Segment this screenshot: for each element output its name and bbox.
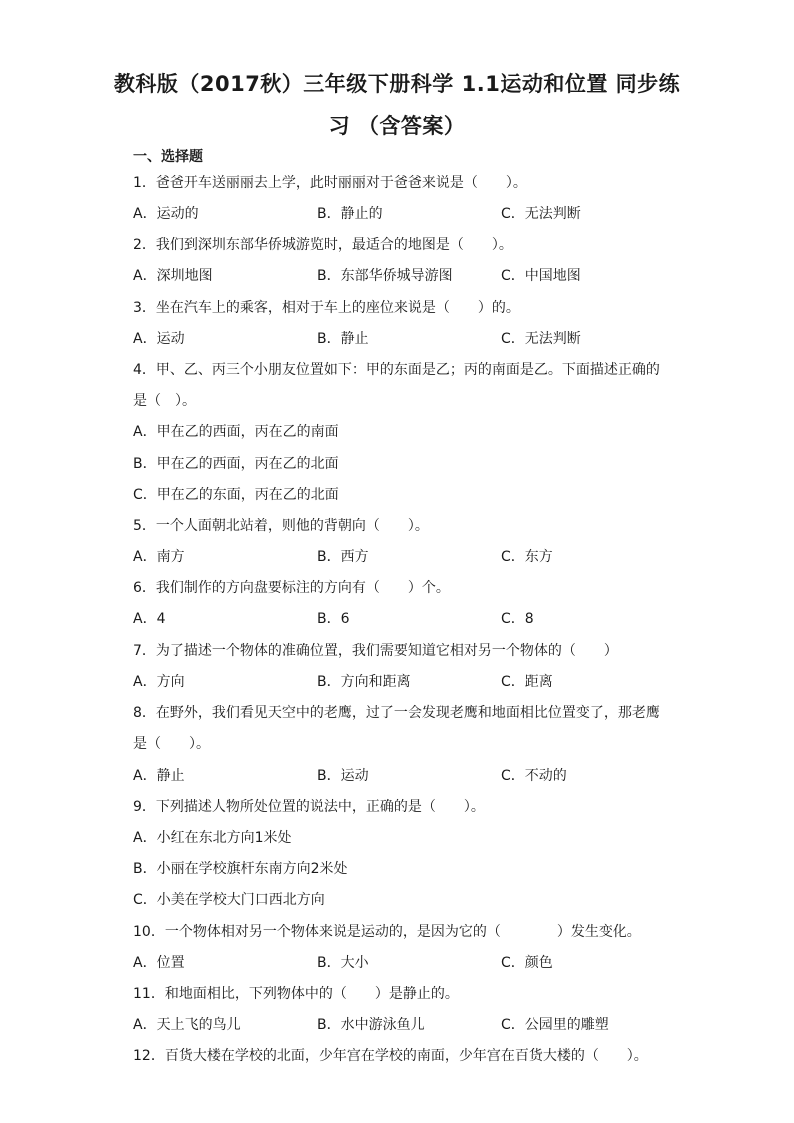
question-3-options	[133, 328, 693, 348]
question-9-stem: 9．下列描述人物所处位置的说法中，正确的是（ ）。	[133, 799, 485, 815]
question-4-option-c: C．甲在乙的东面，丙在乙的北面	[133, 487, 339, 503]
question-8-stem: 8．在野外，我们看见天空中的老鹰，过了一会发现老鹰和地面相比位置变了，那老鹰	[133, 705, 660, 721]
question-11-stem: 11．和地面相比，下列物体中的（ ）是静止的。	[133, 986, 459, 1002]
question-6-option-c: C．8	[501, 611, 534, 627]
question-10-option-a: A．位置	[133, 955, 185, 971]
question-3-stem: 3．坐在汽车上的乘客，相对于车上的座位来说是（ ）的。	[133, 300, 520, 316]
question-11-option-c: C．公园里的雕塑	[501, 1017, 609, 1033]
question-6-stem: 6．我们制作的方向盘要标注的方向有（ ）个。	[133, 580, 450, 596]
question-3-option-a: A．运动	[133, 331, 185, 347]
question-2-option-b: B．东部华侨城导游图	[317, 268, 453, 284]
question-9-option-a: A．小红在东北方向1米处	[133, 830, 292, 846]
question-9-option-c: C．小美在学校大门口西北方向	[133, 892, 325, 908]
question-10-options	[133, 952, 693, 972]
question-5-stem: 5．一个人面朝北站着，则他的背朝向（ ）。	[133, 518, 429, 534]
section-heading: 一、选择题	[133, 149, 203, 165]
question-3-option-c: C．无法判断	[501, 331, 581, 347]
question-7-option-b: B．方向和距离	[317, 674, 411, 690]
question-8-options	[133, 765, 693, 785]
question-1-options	[133, 203, 693, 223]
question-11-option-b: B．水中游泳鱼儿	[317, 1017, 425, 1033]
question-2-stem: 2．我们到深圳东部华侨城游览时，最适合的地图是（ ）。	[133, 237, 513, 253]
question-7-option-c: C．距离	[501, 674, 553, 690]
question-5-option-b: B．西方	[317, 549, 369, 565]
document-title-line1: 教科版（2017秋）三年级下册科学 1.1运动和位置 同步练	[113, 72, 681, 96]
question-2-option-a: A．深圳地图	[133, 268, 213, 284]
question-5-options	[133, 546, 693, 566]
document-title-line2: 习 （含答案）	[328, 114, 466, 138]
question-8-option-c: C．不动的	[501, 768, 567, 784]
question-4-stem-continued: 是（ ）。	[133, 393, 196, 409]
question-6-option-a: A．4	[133, 611, 166, 627]
question-7-option-a: A．方向	[133, 674, 185, 690]
question-1-option-b: B．静止的	[317, 206, 383, 222]
question-5-option-c: C．东方	[501, 549, 553, 565]
question-6-options	[133, 608, 693, 628]
question-9-option-b: B．小丽在学校旗杆东南方向2米处	[133, 861, 348, 877]
question-7-options	[133, 671, 693, 691]
question-8-stem-continued: 是（ ）。	[133, 736, 210, 752]
question-4-option-a: A．甲在乙的西面，丙在乙的南面	[133, 424, 339, 440]
question-4-option-b: B．甲在乙的西面，丙在乙的北面	[133, 456, 339, 472]
question-2-option-c: C．中国地图	[501, 268, 581, 284]
question-11-option-a: A．天上飞的鸟儿	[133, 1017, 241, 1033]
question-7-stem: 7．为了描述一个物体的准确位置，我们需要知道它相对另一个物体的（ ）	[133, 643, 618, 659]
question-1-option-c: C．无法判断	[501, 206, 581, 222]
question-2-options	[133, 265, 693, 285]
question-10-option-b: B．大小	[317, 955, 369, 971]
question-6-option-b: B．6	[317, 611, 350, 627]
question-5-option-a: A．南方	[133, 549, 185, 565]
question-11-options	[133, 1014, 693, 1034]
question-10-option-c: C．颜色	[501, 955, 553, 971]
question-12-stem: 12．百货大楼在学校的北面，少年宫在学校的南面，少年宫在百货大楼的（ ）。	[133, 1048, 648, 1064]
question-4-stem: 4．甲、乙、丙三个小朋友位置如下：甲的东面是乙；丙的南面是乙。下面描述正确的	[133, 362, 660, 378]
question-1-option-a: A．运动的	[133, 206, 199, 222]
question-3-option-b: B．静止	[317, 331, 369, 347]
question-8-option-b: B．运动	[317, 768, 369, 784]
question-10-stem: 10．一个物体相对另一个物体来说是运动的，是因为它的（ ）发生变化。	[133, 924, 641, 940]
question-1-stem: 1．爸爸开车送丽丽去上学，此时丽丽对于爸爸来说是（ ）。	[133, 175, 527, 191]
question-8-option-a: A．静止	[133, 768, 185, 784]
